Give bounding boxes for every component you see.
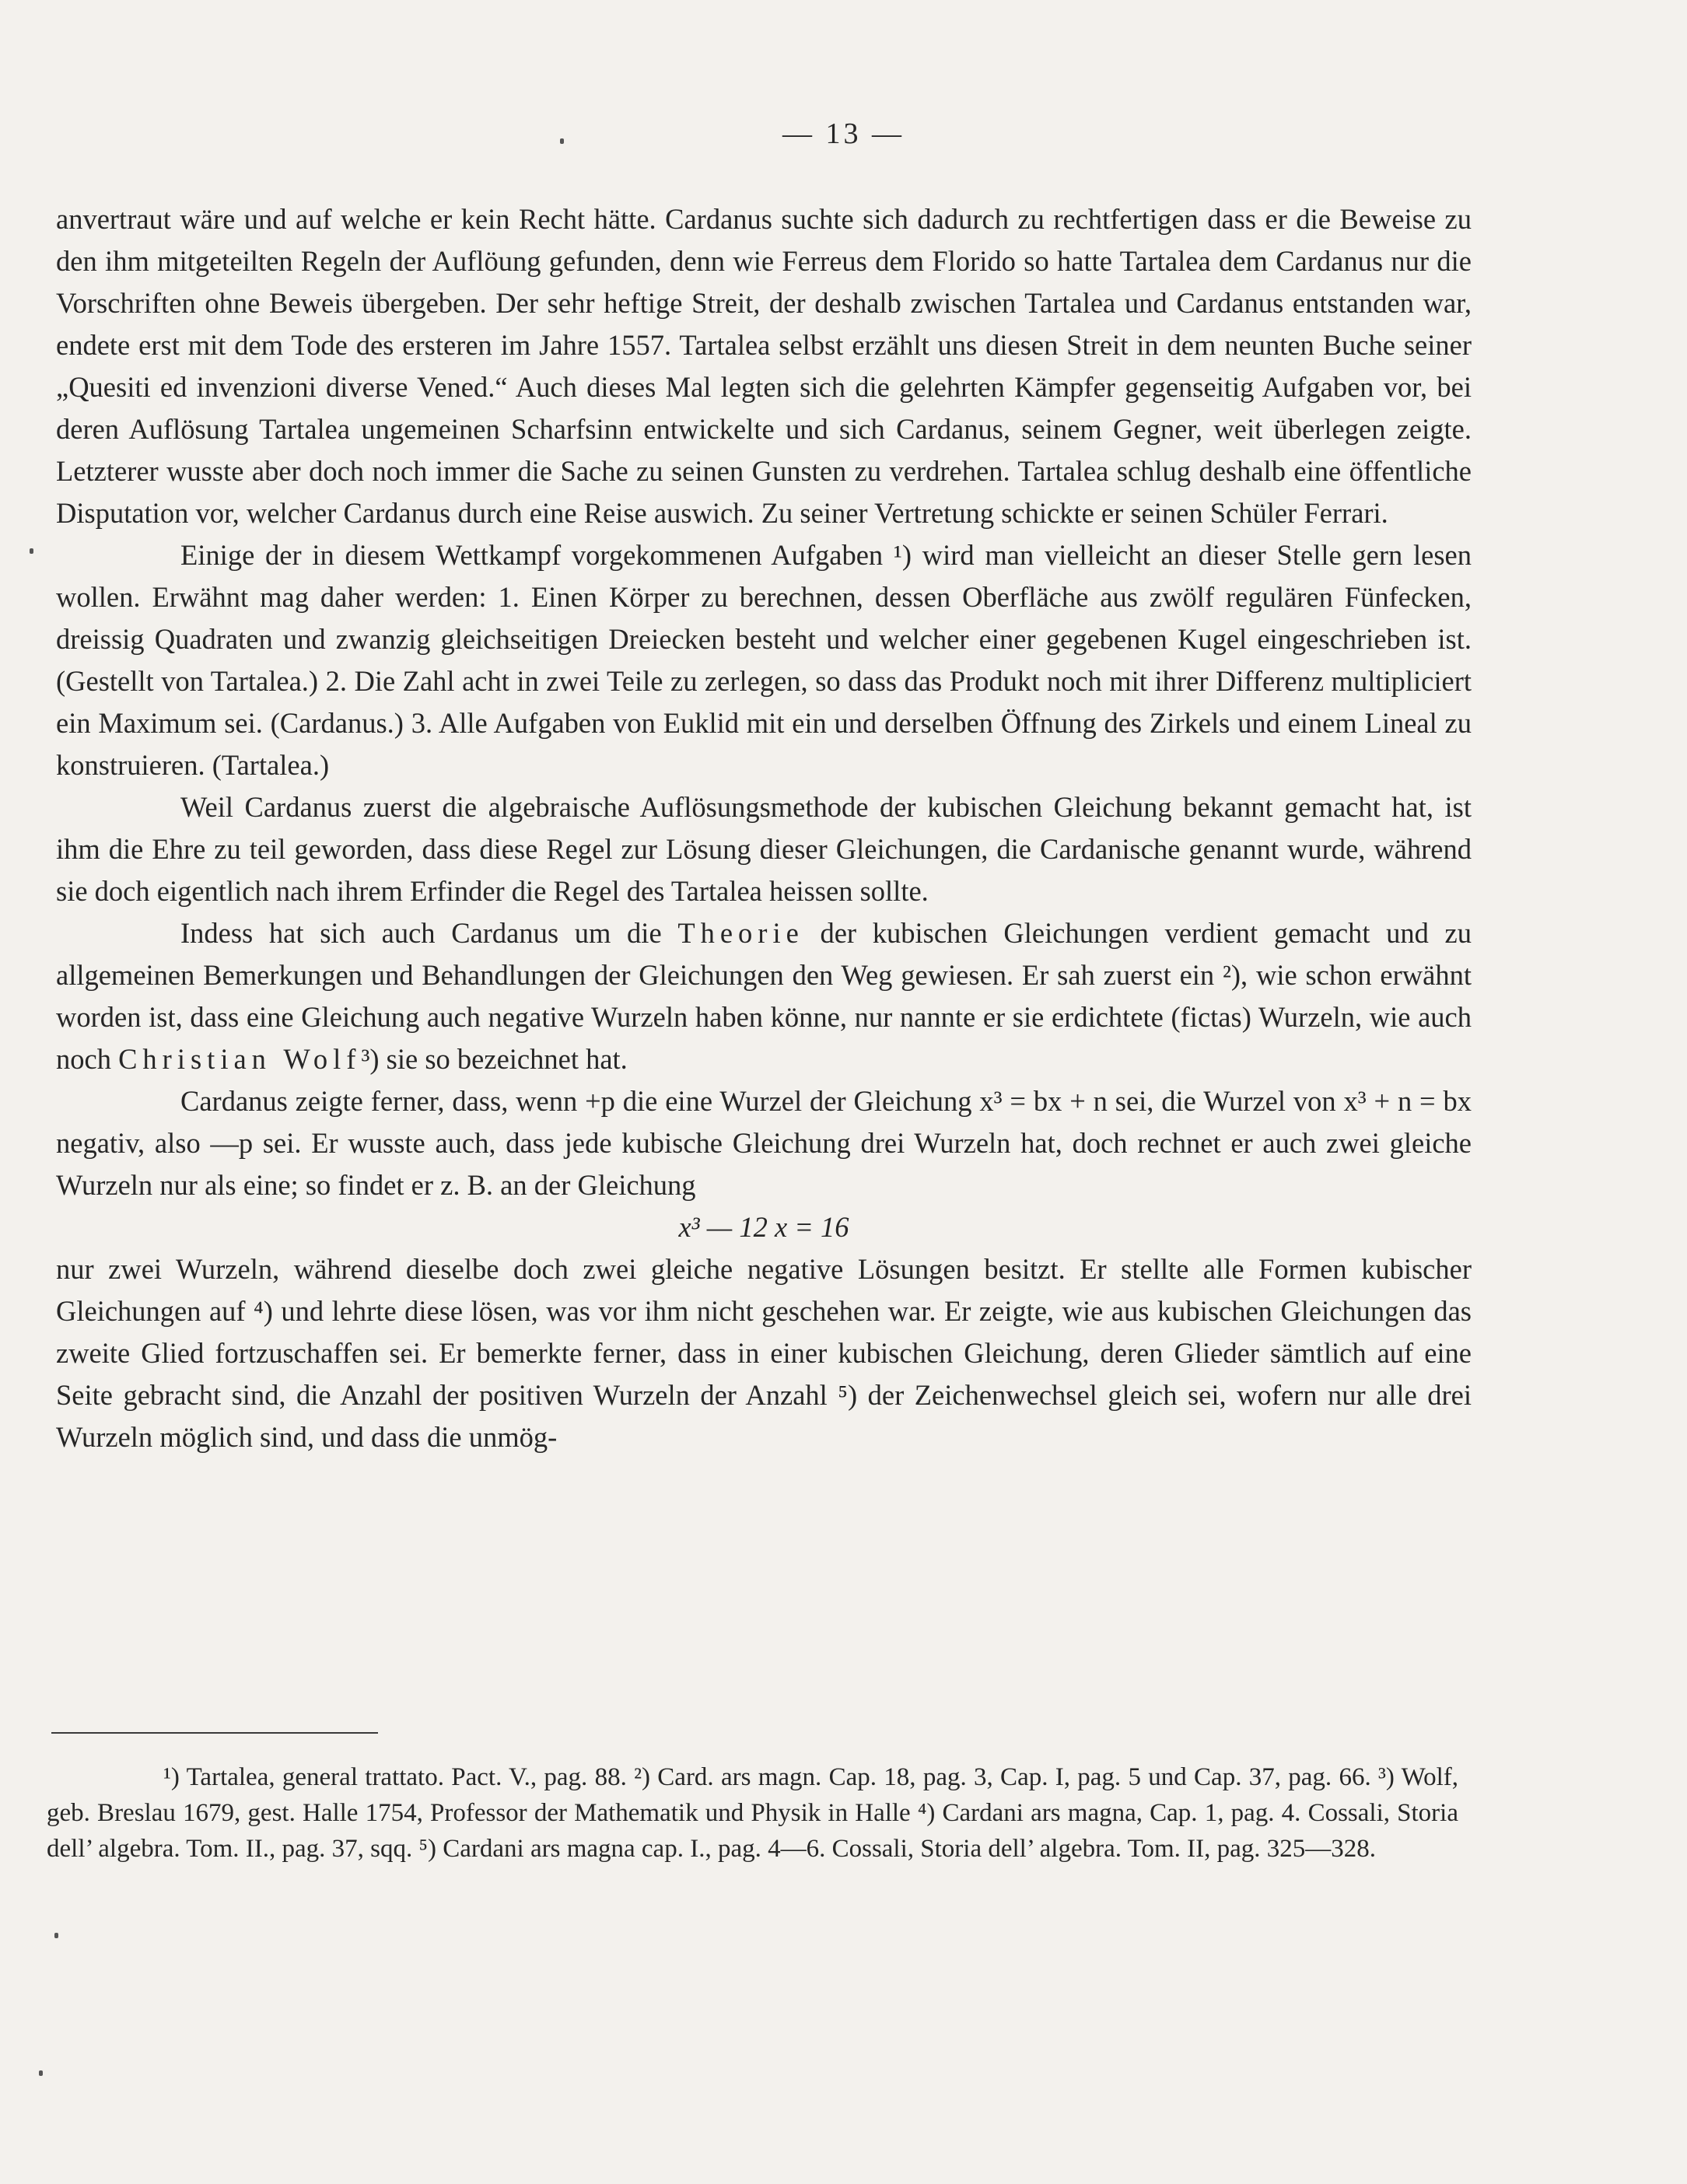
paragraph-4-part-a: Indess hat sich auch Cardanus um die [180,917,678,949]
scan-speck [560,138,564,144]
paragraph-4-part-b: der kubischen Gleichungen verdient gemacht und zu allgemeinen Bemerkungen und Behandlungen der Gleichungen den Weg gewiesen. Er sah zuerst ein ²), wie schon erwähnt worden ist, dass eine Gleichung auch negative Wurzeln haben könne, nur nannte er sie erdichtete (fictas) Wurzeln, wie auch noch [56,917,1472,1075]
equation: x³ — 12 x = 16 [678,1211,849,1243]
body-text [56,198,1472,1458]
paragraph-4-part-c: ³) sie so bezeichnet hat. [361,1043,628,1075]
scan-speck [54,1933,58,1938]
paragraph-3: Weil Cardanus zuerst die algebraische Auflösungsmethode der kubischen Gleichung bekannt gemacht hat, ist ihm die Ehre zu teil geworden, dass diese Regel zur Lösung dieser Gleichungen, die Cardanische genannt wurde, während sie doch eigentlich nach ihrem Erfinder die Regel des Tartalea heissen sollte. [56,791,1472,907]
footnote-text: ¹) Tartalea, general trattato. Pact. V., pag. 88. ²) Card. ars magn. Cap. 18, pag. 3, Cap. I, pag. 5 und Cap. 37, pag. 66. ³) Wolf, geb. Breslau 1679, gest. Halle 1754, Professor der Mathematik und Physik in Halle ⁴) Cardani ars magna, Cap. 1, pag. 4. Cossali, Storia dell’ algebra. Tom. II., pag. 37, sqq. ⁵) Cardani ars magna cap. I., pag. 4—6. Cossali, Storia dell’ algebra. Tom. II, pag. 325—328. [47,1763,1458,1863]
spaced-word-theorie: Theorie [677,917,804,949]
paragraph-5: Cardanus zeigte ferner, dass, wenn +p die eine Wurzel der Gleichung x³ = bx + n sei, die Wurzel von x³ + n = bx negativ, also —p sei. Er wusste auch, dass jede kubische Gleichung drei Wurzeln hat, doch rechnet er auch zwei gleiche Wurzeln nur als eine; so findet er z. B. an der Gleichung [56,1085,1472,1201]
footnote-divider [51,1732,378,1734]
scan-speck [30,548,33,554]
paragraph-1: anvertraut wäre und auf welche er kein Recht hätte. Cardanus suchte sich dadurch zu rechtfertigen dass er die Beweise zu den ihm mitgeteilten Regeln der Auflöung gefunden, denn wie Ferreus dem Florido so hatte Tartalea dem Cardanus nur die Vorschriften ohne Beweis übergeben. Der sehr heftige Streit, der deshalb zwischen Tartalea und Cardanus entstanden war, endete erst mit dem Tode des ersteren im Jahre 1557. Tartalea selbst erzählt uns diesen Streit in dem neunten Buche seiner „Quesiti ed invenzioni diverse Vened.“ Auch dieses Mal legten sich die gelehrten Kämpfer gegenseitig Aufgaben vor, bei deren Auflösung Tartalea ungemeinen Scharfsinn entwickelte und sich Cardanus, seinem Gegner, weit überlegen zeigte. Letzterer wusste aber doch noch immer die Sache zu seinen Gunsten zu verdrehen. Tartalea schlug deshalb eine öffentliche Disputation vor, welcher Cardanus durch eine Reise auswich. Zu seiner Vertretung schickte er seinen Schüler Ferrari. [56,203,1472,529]
scan-speck [39,2070,43,2076]
paragraph-2: Einige der in diesem Wettkampf vorgekommenen Aufgaben ¹) wird man vielleicht an dieser Stelle gern lesen wollen. Erwähnt mag daher werden: 1. Einen Körper zu berechnen, dessen Oberfläche aus zwölf regulären Fünfecken, dreissig Quadraten und zwanzig gleichseitigen Dreiecken besteht und welcher einer gegebenen Kugel eingeschrieben ist. (Gestellt von Tartalea.) 2. Die Zahl acht in zwei Teile zu zerlegen, so dass das Produkt noch mit ihrer Differenz multipliciert ein Maximum sei. (Cardanus.) 3. Alle Aufgaben von Euklid mit ein und derselben Öffnung des Zirkels und einem Lineal zu konstruieren. (Tartalea.) [56,539,1472,781]
footnotes [47,1759,1458,1867]
paragraph-6: nur zwei Wurzeln, während dieselbe doch zwei gleiche negative Lösungen besitzt. Er stellte alle Formen kubischer Gleichungen auf ⁴) und lehrte diese lösen, was vor ihm nicht geschehen war. Er zeigte, wie aus kubischen Gleichungen das zweite Glied fortzuschaffen sei. Er bemerkte ferner, dass in einer kubischen Gleichung, deren Glieder sämtlich auf eine Seite gebracht sind, die Anzahl der positiven Wurzeln der Anzahl ⁵) der Zeichenwechsel gleich sei, wofern nur alle drei Wurzeln möglich sind, und dass die unmög- [56,1253,1472,1453]
page-number: — 13 — [782,117,905,150]
paragraph-4 [56,912,1472,1080]
spaced-name-christian-wolf: Christian Wolf [118,1043,362,1075]
